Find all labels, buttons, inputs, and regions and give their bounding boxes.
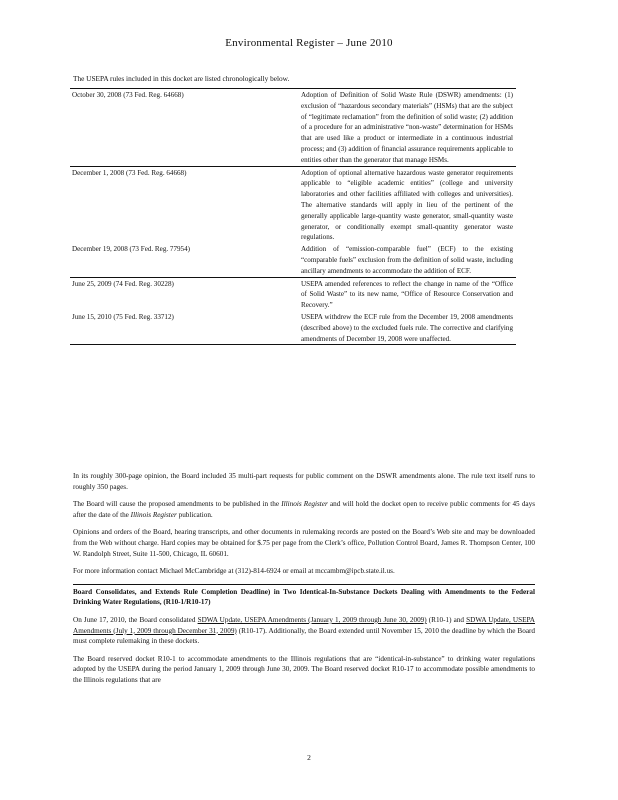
register-title: Illinois Register [281,500,328,509]
rule-description: Adoption of optional alternative hazardous waste generator requirements applicable to “eligible academic entities” (college and university laboratories and other facilities affiliated with colleges and universities). The alternative standards will apply in lieu of the pertinent of the generally applicable large-quantity waste generator, small-quantity waste generator, or conditionally exempt small-quantity generator waste regulations. [293,166,516,243]
table-row [70,243,516,277]
consolidation-text: (R10-1) and [426,615,467,624]
rule-date: October 30, 2008 (73 Fed. Reg. 64668) [70,89,293,167]
reserved-paragraph: The Board reserved docket R10-1 to accommodate amendments to the Illinois regulations that are “identical-in-substance” to drinking water regulations adopted by the USEPA during the period January 1, 2009 through June 30, 2009. The Board reserved docket R10-17 to accommodate possible amendments to the Illinois regulations that are [73,654,535,684]
rule-description: USEPA amended references to reflect the change in name of the “Office of Solid Waste” to its new name, “Office of Resource Conservation and Recovery.” [293,277,516,311]
page-number: 2 [307,753,311,762]
rules-table [70,88,516,345]
rule-description: Addition of “emission-comparable fuel” (ECF) to the existing “comparable fuels” exclusion from the definition of solid waste, including ancillary amendments to accommodate the addition of ECF. [301,245,513,275]
table-row [70,277,516,311]
consolidation-paragraph [73,615,535,647]
table-row [70,89,516,167]
rule-description: Adoption of Definition of Solid Waste Rule (DSWR) amendments: (1) exclusion of “hazardous secondary materials” (HSMs) that are the subject of “legitimate reclamation” from the definition of solid waste; (2) addition of a procedure for an administrative “non-waste” determination for HSMs that are used like a product or intermediate in a continuous industrial process; and (3) addition of financial assurance requirements applicable to entities other than the generator that manage HSMs. [293,89,516,167]
proposal-text: and will hold the docket open to receive public comments for 45 days after the date of the [73,500,535,519]
rule-date: December 1, 2008 (73 Fed. Reg. 64668) [70,166,293,243]
section-heading: Board Consolidates, and Extends Rule Completion Deadline) in Two Identical-In-Substance Dockets Dealing with Amendments to the Federal Drinking Water Regulations, (R10-1/R10-17) [73,584,535,608]
rule-date: December 19, 2008 (73 Fed. Reg. 77954) [72,245,191,254]
table-row [70,166,516,243]
docket-link[interactable]: SDWA Update, USEPA Amendments (July 1, 2009 through December 31, 2009) [73,615,535,635]
orders-paragraph: Opinions and orders of the Board, hearing transcripts, and other documents in rulemaking records are posted on the Board’s Web site and may be downloaded from the Web without charge. Hard copies may be obtained for $.75 per page from the Clerk’s office, Pollution Control Board, James R. Thompson Center, 100 W. Randolph Street, Suite 11-500, Chicago, IL 60601. [73,528,535,558]
contact-paragraph: For more information contact Michael McCambridge at (312)-814-6924 or email at mccambm@ipcb.state.il.us. [73,567,395,576]
rule-date: June 25, 2009 (74 Fed. Reg. 30228) [70,277,293,311]
table-intro: The USEPA rules included in this docket are listed chronologically below. [73,74,290,83]
rule-date: June 15, 2010 (75 Fed. Reg. 33712) [70,311,293,345]
proposal-text: publication. [176,510,213,519]
register-title: Illinois Register [130,510,177,519]
consolidation-text: (R10-17). Additionally, the Board extended until November 15, 2010 the deadline by which the Board must complete rulemaking in these dockets. [73,626,535,646]
opinion-paragraph: In its roughly 300-page opinion, the Board included 35 multi-part requests for public comment on the DSWR amendments alone. The rule text itself runs to roughly 350 pages. [73,472,535,491]
proposal-text: The Board will cause the proposed amendments to be published in the [73,500,282,509]
page-header: Environmental Register – June 2010 [225,37,393,49]
body-text [73,471,535,693]
proposal-paragraph [73,499,535,520]
table-row [70,311,516,345]
rule-description: USEPA withdrew the ECF rule from the December 19, 2008 amendments (described above) to the excluded fuels rule. The corrective and clarifying amendments of December 19, 2008 were unaffected. [293,311,516,345]
docket-link[interactable]: SDWA Update, USEPA Amendments (January 1, 2009 through June 30, 2009) [197,615,427,624]
consolidation-text: On June 17, 2010, the Board consolidated [73,615,198,624]
